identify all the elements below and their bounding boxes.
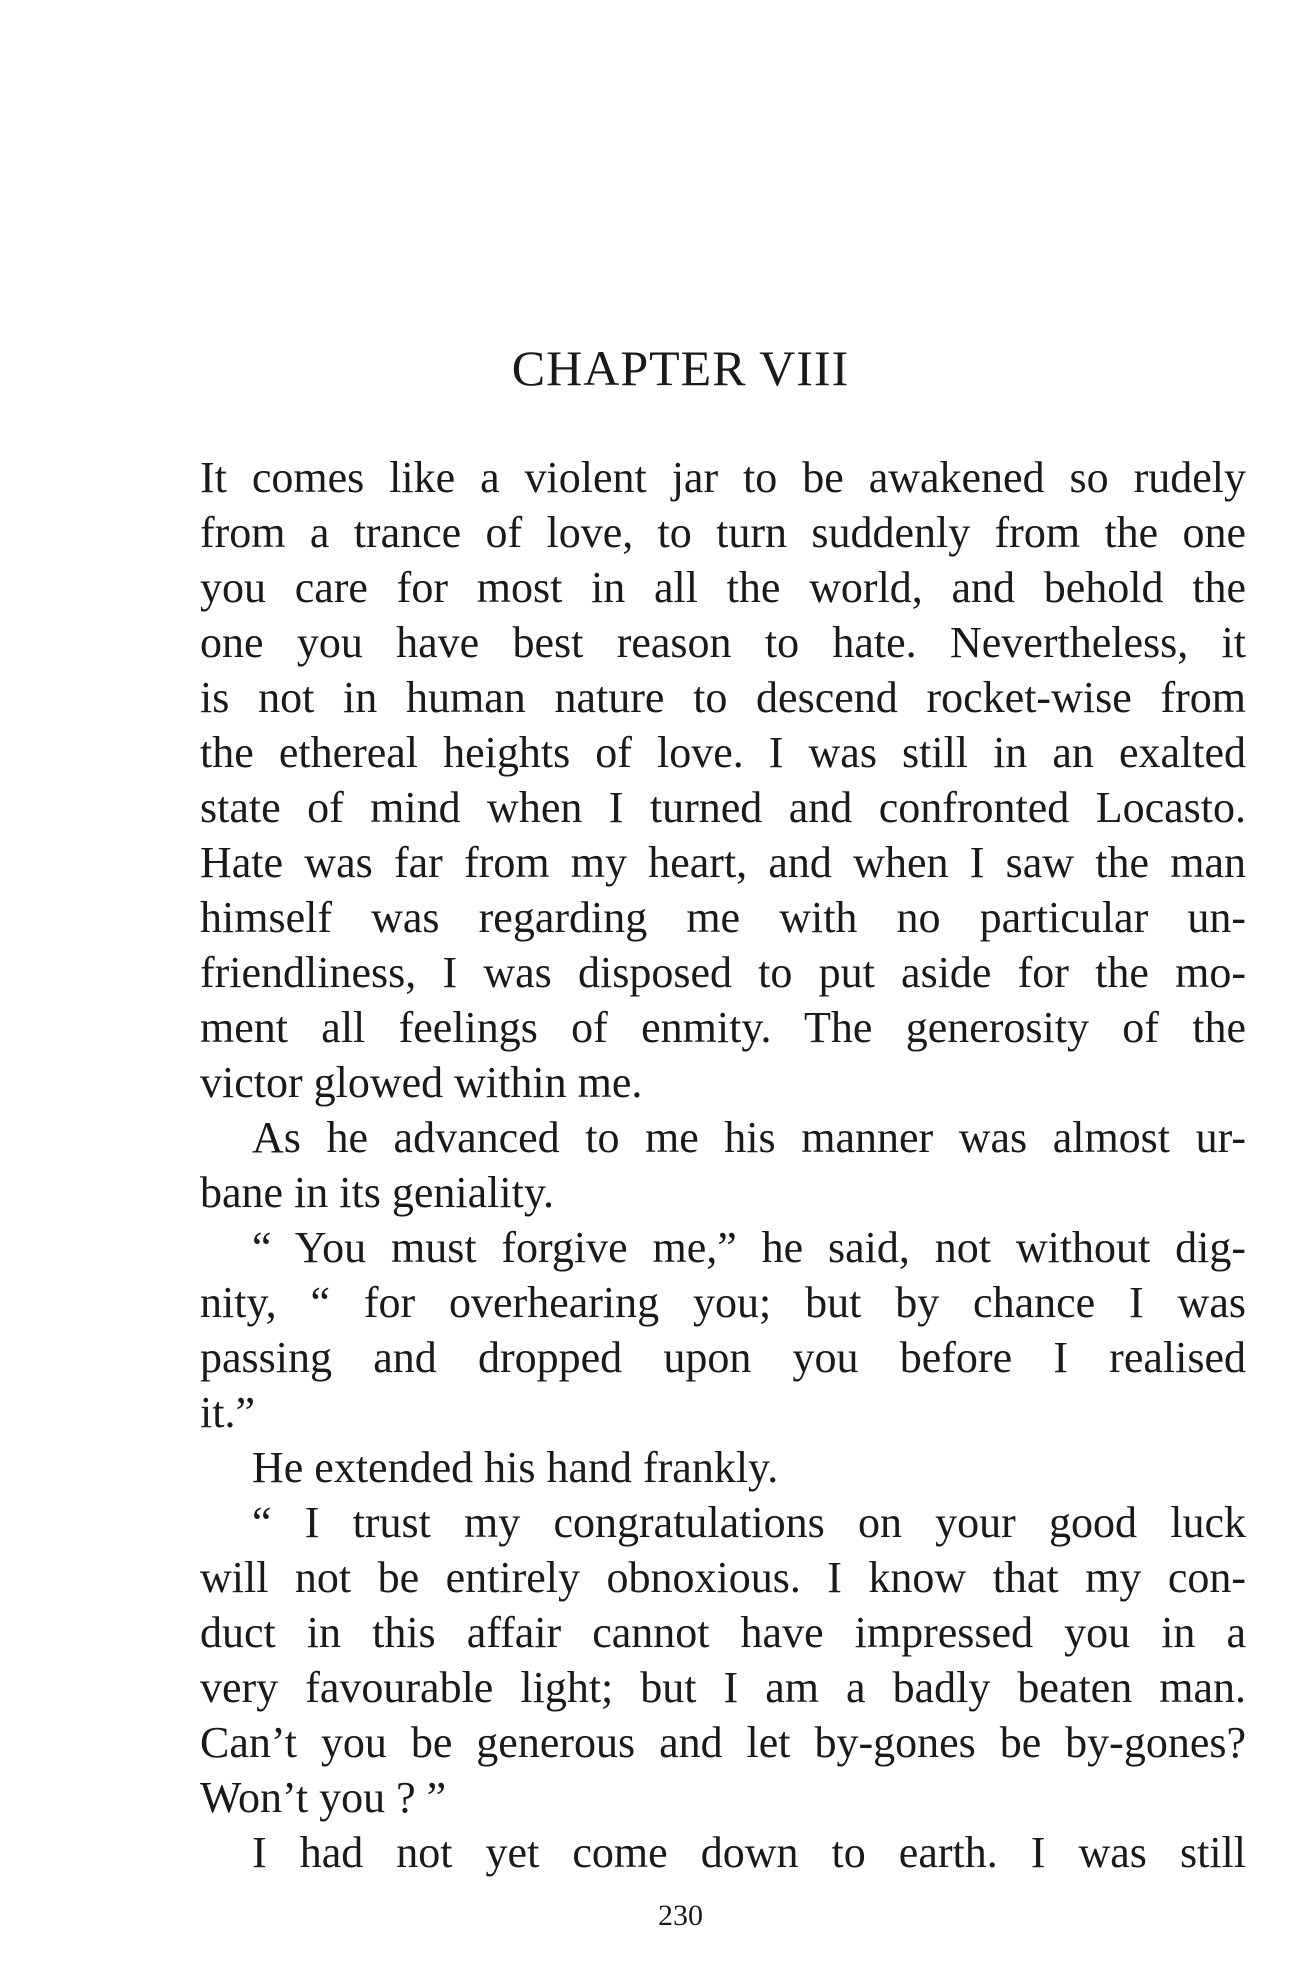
text-line: Can’t you be generous and let by-gones be by-gones? bbox=[200, 1718, 1246, 1767]
text-line: ment all feelings of enmity. The generosity of the bbox=[200, 1003, 1246, 1052]
body-text bbox=[200, 450, 1246, 1880]
text-line: will not be entirely obnoxious. I know that my con- bbox=[200, 1553, 1246, 1602]
text-line: “ I trust my congratulations on your good luck bbox=[252, 1498, 1246, 1547]
text-line: passing and dropped upon you before I realised bbox=[200, 1333, 1246, 1382]
text-line: It comes like a violent jar to be awakened so rudely bbox=[200, 453, 1246, 502]
text-line: is not in human nature to descend rocket-wise from bbox=[200, 673, 1246, 722]
text-line: victor glowed within me. bbox=[200, 1058, 643, 1107]
text-line: “ You must forgive me,” he said, not without dig- bbox=[252, 1223, 1246, 1272]
text-line: himself was regarding me with no particular un- bbox=[200, 893, 1246, 942]
text-line: nity, “ for overhearing you; but by chance I was bbox=[200, 1278, 1246, 1327]
text-line: one you have best reason to hate. Nevertheless, it bbox=[200, 618, 1246, 667]
text-line: it.” bbox=[200, 1388, 255, 1437]
text-line: duct in this affair cannot have impressed you in a bbox=[200, 1608, 1246, 1657]
chapter-title: CHAPTER VIII bbox=[511, 340, 850, 396]
text-line: from a trance of love, to turn suddenly from the one bbox=[200, 508, 1246, 557]
text-line: Won’t you ? ” bbox=[200, 1773, 447, 1822]
text-line: state of mind when I turned and confronted Locasto. bbox=[200, 783, 1246, 832]
text-line: He extended his hand frankly. bbox=[252, 1443, 779, 1492]
text-line: very favourable light; but I am a badly beaten man. bbox=[200, 1663, 1246, 1712]
text-line: I had not yet come down to earth. I was still bbox=[252, 1828, 1246, 1877]
text-line: bane in its geniality. bbox=[200, 1168, 554, 1217]
text-line: friendliness, I was disposed to put aside for the mo- bbox=[200, 948, 1246, 997]
text-line: you care for most in all the world, and behold the bbox=[200, 563, 1246, 612]
text-line: the ethereal heights of love. I was still in an exalted bbox=[200, 728, 1246, 777]
text-line: Hate was far from my heart, and when I saw the man bbox=[200, 838, 1246, 887]
text-line: As he advanced to me his manner was almost ur- bbox=[252, 1113, 1246, 1162]
page-number: 230 bbox=[658, 1899, 703, 1932]
